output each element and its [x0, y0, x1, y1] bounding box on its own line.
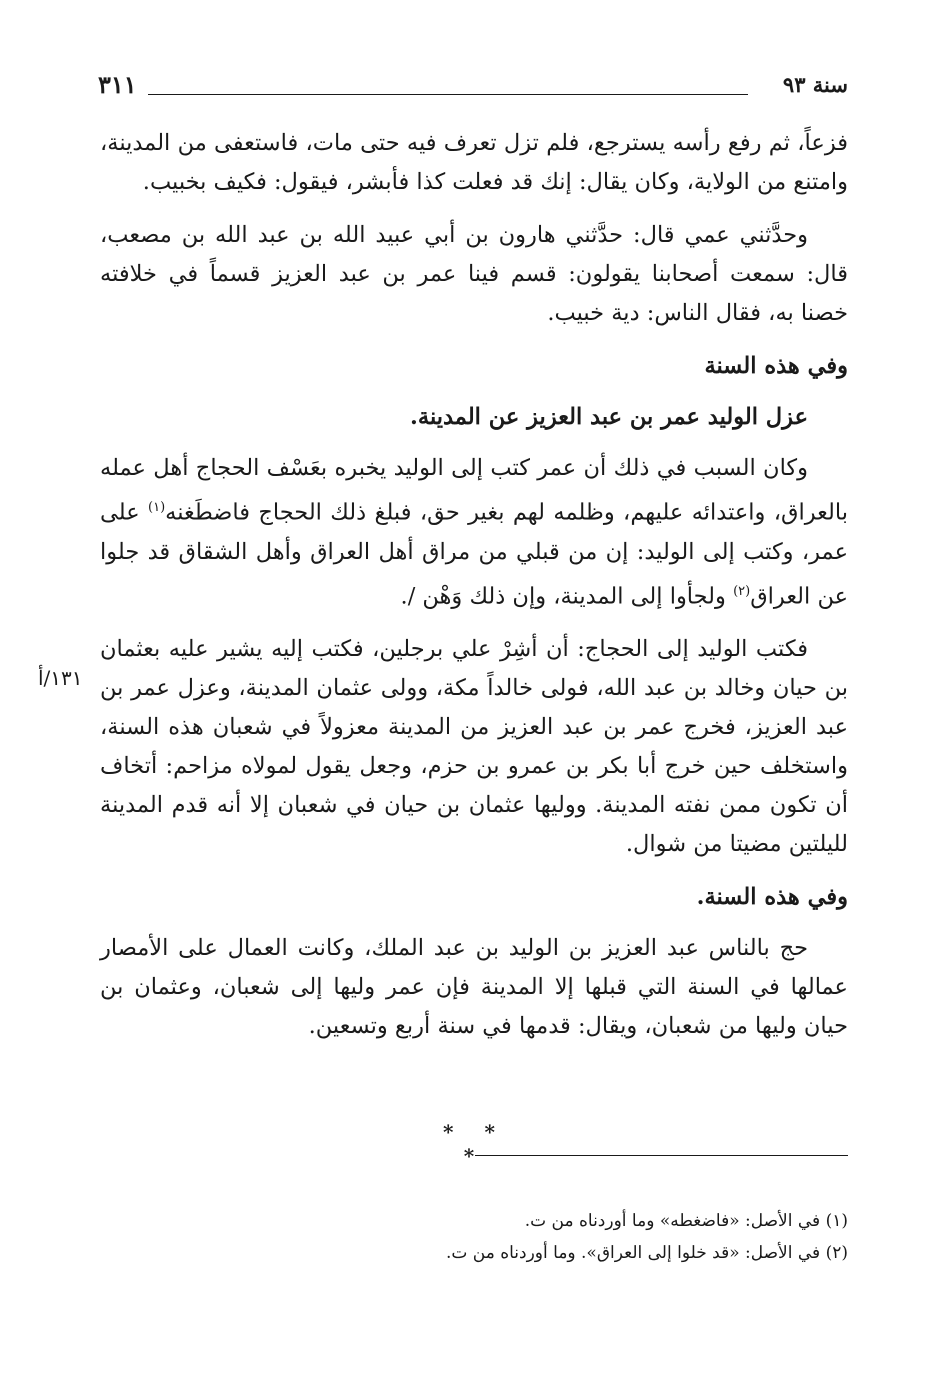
- footnote-rule: [475, 1155, 848, 1156]
- manuscript-folio-ref: ١٣١/أ: [38, 666, 83, 690]
- footnotes: [300, 1205, 848, 1269]
- section-heading-3: وفي هذه السنة.: [696, 884, 848, 910]
- paragraph-3: [100, 449, 848, 616]
- main-text: [100, 124, 848, 1060]
- header-rule: [148, 94, 748, 95]
- section-heading-2: عزل الوليد عمر بن عبد العزيز عن المدينة.: [410, 404, 808, 430]
- footnote-1: (١) في الأصل: «فاضغطه» وما أوردناه من ت.: [524, 1211, 848, 1231]
- section-heading-1: وفي هذه السنة: [704, 353, 848, 379]
- paragraph-5: حج بالناس عبد العزيز بن الوليد بن عبد الملك، وكانت العمال على الأمصار عمالها في السنة التي قبلها إلا المدينة فإن عمر وليها إلى شعبان، وعثمان بن حيان وليها من شعبان، ويقال: قدمها في سنة أربع وتسعين.: [100, 935, 848, 1039]
- page-number: ٣١١: [98, 70, 137, 99]
- footnote-2: (٢) في الأصل: «قد خلوا إلى العراق». وما أوردناه من ت.: [445, 1243, 848, 1263]
- paragraph-1: فزعاً، ثم رفع رأسه يسترجع، فلم تزل تعرف فيه حتى مات، فاستعفى من المدينة، وامتنع من الولاية، وكان يقال: إنك قد فعلت كذا فأبشر، فيقول: فكيف بخبيب.: [100, 130, 848, 195]
- footnote-ref-1[interactable]: (١): [148, 500, 166, 515]
- section-separator: * * *: [443, 1120, 507, 1168]
- paragraph-2: وحدَّثني عمي قال: حدَّثني هارون بن أبي عبيد الله بن عبد الله بن مصعب، قال: سمعت أصحابنا يقولون: قسم فينا عمر بن عبد العزيز قسماً في خلافته خصنا به، فقال الناس: دية خبيب.: [100, 222, 848, 326]
- paragraph-3-part-c: ولجأوا إلى المدينة، وإن ذلك وَهْن /.: [400, 583, 734, 609]
- paragraph-4: فكتب الوليد إلى الحجاج: أن أشِرْ علي برجلين، فكتب إليه يشير عليه بعثمان بن حيان وخالد بن عبد الله، فولى خالداً مكة، وولى عثمان المدينة، وعزل عمر بن عبد العزيز، فخرج عمر بن عبد العزيز من المدينة معزولاً في شعبان هذه السنة، واستخلف حين خرج أبا بكر بن عمرو بن حزم، وجعل يقول لمولاه مزاحم: أتخاف أن تكون ممن نفته المدينة. ووليها عثمان بن حيان في شعبان إلا أنه قدم المدينة لليلتين مضيتا من شوال.: [100, 636, 848, 857]
- paragraph-3-part-a: وكان السبب في ذلك أن عمر كتب إلى الوليد يخبره بعَسْف الحجاج أهل عمله بالعراق، واعتدائه عليهم، وظلمه لهم بغير حق، فبلغ ذلك الحجاج فاضطَغنه: [100, 455, 848, 526]
- paragraph-3-part-b: على عمر، وكتب إلى الوليد: إن من قبلي من مراق أهل العراق وأهل الشقاق قد جلوا عن العراق: [100, 499, 848, 609]
- running-head: سنة ٩٣: [782, 72, 848, 97]
- page-header: [98, 70, 848, 106]
- footnote-ref-2[interactable]: (٢): [733, 583, 751, 599]
